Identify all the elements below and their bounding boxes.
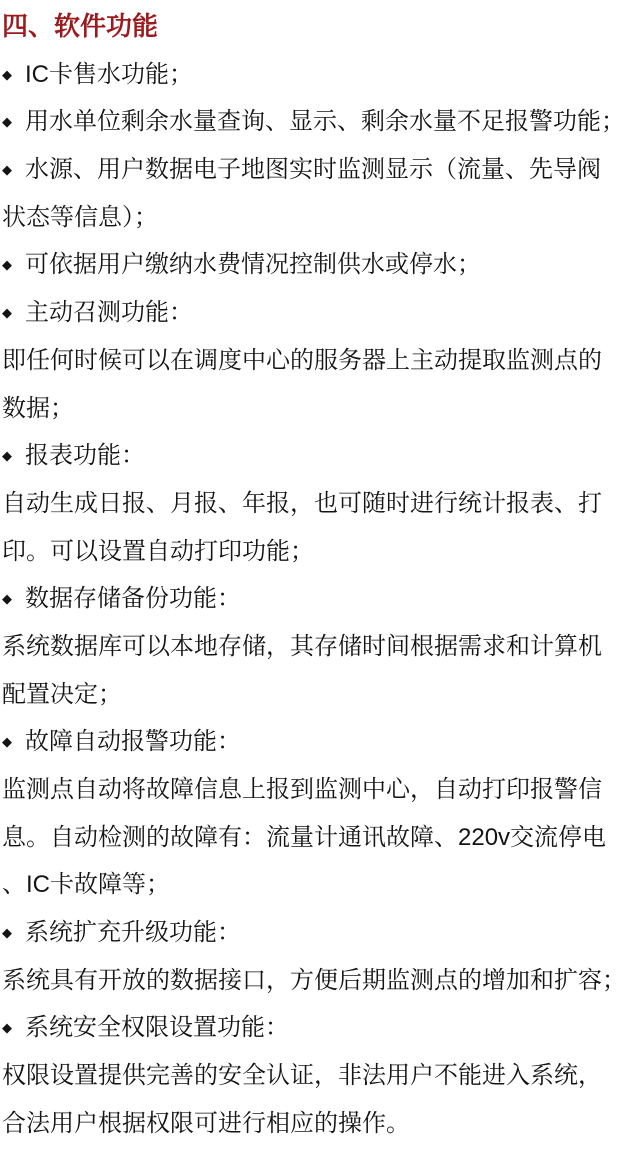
diamond-bullet-icon: ◆ xyxy=(2,257,12,273)
bullet-item xyxy=(2,289,638,337)
diamond-bullet-icon: ◆ xyxy=(2,162,12,178)
text-line xyxy=(2,98,638,146)
line-text: IC卡售水功能； xyxy=(25,60,193,88)
text-line xyxy=(2,432,638,480)
paragraph xyxy=(2,1052,638,1147)
text-line xyxy=(2,337,638,385)
diamond-bullet-icon: ◆ xyxy=(2,305,12,321)
line-text: 水源、用户数据电子地图实时监测显示（流量、先导阀 xyxy=(25,156,601,184)
line-text: 系统扩充升级功能： xyxy=(25,919,241,947)
line-text: 数据； xyxy=(2,394,74,422)
bullet-item xyxy=(2,241,638,289)
section-title xyxy=(2,3,638,51)
paragraph xyxy=(2,766,638,909)
text-line xyxy=(2,1052,638,1100)
diamond-bullet-icon: ◆ xyxy=(2,114,12,130)
text-line xyxy=(2,1004,638,1052)
text-line xyxy=(2,718,638,766)
line-text: 数据存储备份功能： xyxy=(25,585,241,613)
paragraph xyxy=(2,337,638,432)
line-text: 状态等信息）； xyxy=(2,203,158,231)
line-text: 自动生成日报、月报、年报，也可随时进行统计报表、打 xyxy=(2,489,602,517)
line-text: 主动召测功能： xyxy=(25,299,193,327)
line-text: 系统安全权限设置功能： xyxy=(25,1014,289,1042)
text-line xyxy=(2,3,638,51)
text-line xyxy=(2,385,638,433)
line-text: 系统数据库可以本地存储，其存储时间根据需求和计算机 xyxy=(2,632,602,660)
text-line xyxy=(2,51,638,99)
bullet-item xyxy=(2,51,638,99)
page-title-text: 四、软件功能 xyxy=(2,11,159,41)
line-text: 即任何时候可以在调度中心的服务器上主动提取监测点的 xyxy=(2,346,602,374)
text-line xyxy=(2,909,638,957)
text-line xyxy=(2,1100,638,1148)
bullet-item xyxy=(2,432,638,480)
text-line xyxy=(2,194,638,242)
paragraph xyxy=(2,957,638,1005)
line-text: 系统具有开放的数据接口，方便后期监测点的增加和扩容； xyxy=(2,966,626,994)
line-text: 用水单位剩余水量查询、显示、剩余水量不足报警功能； xyxy=(25,108,625,136)
line-text: 、IC卡故障等； xyxy=(2,871,170,899)
diamond-bullet-icon: ◆ xyxy=(2,734,12,750)
text-line xyxy=(2,528,638,576)
text-line xyxy=(2,861,638,909)
text-line xyxy=(2,671,638,719)
feature-list xyxy=(2,3,638,1148)
diamond-bullet-icon: ◆ xyxy=(2,591,12,607)
text-line xyxy=(2,814,638,862)
bullet-item xyxy=(2,575,638,623)
text-line xyxy=(2,289,638,337)
line-text: 可依据用户缴纳水费情况控制供水或停水； xyxy=(25,251,481,279)
line-text: 权限设置提供完善的安全认证，非法用户不能进入系统， xyxy=(2,1062,602,1090)
text-line xyxy=(2,480,638,528)
line-text: 监测点自动将故障信息上报到监测中心，自动打印报警信 xyxy=(2,776,602,803)
text-line xyxy=(2,146,638,194)
line-text: 印。可以设置自动打印功能； xyxy=(2,537,314,565)
text-line xyxy=(2,575,638,623)
bullet-item xyxy=(2,1004,638,1052)
line-text: 报表功能： xyxy=(25,442,145,470)
diamond-bullet-icon: ◆ xyxy=(2,66,12,82)
text-line xyxy=(2,623,638,671)
bullet-item xyxy=(2,909,638,957)
paragraph xyxy=(2,623,638,718)
text-line xyxy=(2,766,638,814)
bullet-item xyxy=(2,98,638,146)
bullet-item xyxy=(2,146,638,241)
text-line xyxy=(2,957,638,1005)
line-text: 故障自动报警功能： xyxy=(25,728,241,756)
diamond-bullet-icon: ◆ xyxy=(2,448,12,464)
text-line xyxy=(2,241,638,289)
line-text: 配置决定； xyxy=(2,680,122,708)
line-text: 息。自动检测的故障有：流量计通讯故障、220v交流停电 xyxy=(2,823,607,851)
paragraph xyxy=(2,480,638,575)
bullet-item xyxy=(2,718,638,766)
line-text: 合法用户根据权限可进行相应的操作。 xyxy=(2,1109,410,1137)
diamond-bullet-icon: ◆ xyxy=(2,925,12,941)
diamond-bullet-icon: ◆ xyxy=(2,1020,12,1036)
